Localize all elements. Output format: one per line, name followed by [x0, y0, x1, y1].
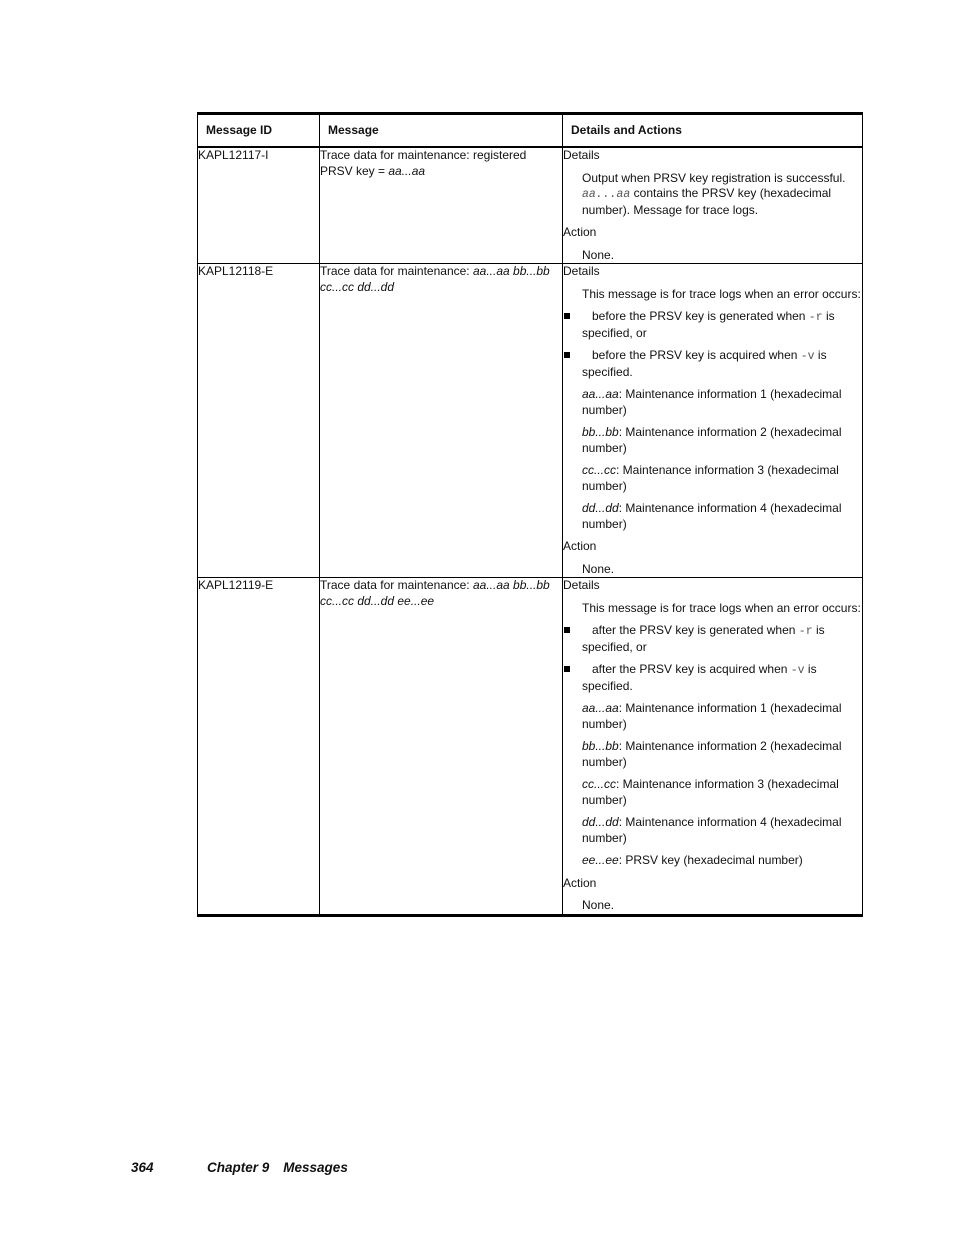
- option-code: -r: [798, 625, 813, 638]
- table-row: [198, 264, 863, 578]
- header-message-id: Message ID: [198, 114, 320, 148]
- square-bullet-icon: [564, 313, 570, 319]
- details-description: Output when PRSV key registration is successful. aa...aa contains the PRSV key (hexadecimal number). Message for trace logs.: [582, 170, 846, 217]
- message-variable: aa...aa bb...bb cc...cc dd...dd ee...ee: [320, 578, 550, 608]
- table-row: [198, 147, 863, 264]
- square-bullet-icon: [564, 627, 570, 633]
- action-label: Action: [563, 539, 597, 553]
- message-text: Trace data for maintenance: aa...aa bb...bb cc...cc dd...dd: [320, 264, 563, 578]
- variable-description: dd...dd: Maintenance information 4 (hexadecimal number): [582, 815, 842, 845]
- messages-table: [197, 112, 863, 917]
- message-id: KAPL12118-E: [198, 264, 320, 578]
- square-bullet-icon: [564, 666, 570, 672]
- variable-description: bb...bb: Maintenance information 2 (hexadecimal number): [582, 425, 842, 455]
- message-text: Trace data for maintenance: aa...aa bb...bb cc...cc dd...dd ee...ee: [320, 578, 563, 916]
- variable-description: aa...aa: Maintenance information 1 (hexadecimal number): [582, 387, 842, 417]
- message-text: Trace data for maintenance: registered PRSV key = aa...aa: [320, 147, 563, 264]
- header-details-actions: Details and Actions: [563, 114, 863, 148]
- square-bullet-icon: [564, 352, 570, 358]
- chapter-number: Chapter 9: [207, 1160, 270, 1175]
- action-label: Action: [563, 225, 597, 239]
- variable-description: bb...bb: Maintenance information 2 (hexadecimal number): [582, 739, 842, 769]
- bullet-item: before the PRSV key is generated when -r is specified, or: [582, 309, 862, 341]
- variable-description: cc...cc: Maintenance information 3 (hexadecimal number): [582, 777, 839, 807]
- action-text: None.: [582, 247, 615, 262]
- bullet-item: after the PRSV key is generated when -r is specified, or: [582, 623, 862, 655]
- bullet-item: before the PRSV key is acquired when -v is specified.: [582, 348, 862, 380]
- details-intro: This message is for trace logs when an error occurs:: [582, 286, 861, 301]
- details-cell: [563, 578, 863, 916]
- page-number: 364: [131, 1160, 154, 1175]
- details-cell: [563, 264, 863, 578]
- header-message: Message: [320, 114, 563, 148]
- table-header-row: [198, 114, 863, 148]
- bullet-item: after the PRSV key is acquired when -v is specified.: [582, 662, 862, 694]
- variable-description: cc...cc: Maintenance information 3 (hexadecimal number): [582, 463, 839, 493]
- message-id: KAPL12117-I: [198, 147, 320, 264]
- action-text: None.: [582, 898, 615, 912]
- details-label: Details: [563, 148, 600, 162]
- variable-description: dd...dd: Maintenance information 4 (hexadecimal number): [582, 501, 842, 531]
- code-variable: aa...aa: [582, 188, 631, 201]
- details-label: Details: [563, 578, 600, 592]
- action-text: None.: [582, 561, 615, 576]
- option-code: -r: [808, 311, 823, 324]
- option-code: -v: [790, 664, 805, 677]
- option-code: -v: [800, 350, 815, 363]
- message-variable: aa...aa bb...bb cc...cc dd...dd: [320, 264, 550, 294]
- action-label: Action: [563, 875, 597, 890]
- table-row: [198, 578, 863, 916]
- variable-description: aa...aa: Maintenance information 1 (hexadecimal number): [582, 701, 842, 731]
- message-id: KAPL12119-E: [198, 578, 320, 916]
- chapter-title: [207, 1160, 348, 1175]
- variable-description: ee...ee: PRSV key (hexadecimal number): [582, 853, 803, 867]
- chapter-name: Messages: [283, 1160, 348, 1175]
- message-variable: aa...aa: [388, 163, 426, 178]
- details-intro: This message is for trace logs when an error occurs:: [582, 600, 861, 615]
- details-label: Details: [563, 264, 600, 278]
- details-cell: [563, 147, 863, 264]
